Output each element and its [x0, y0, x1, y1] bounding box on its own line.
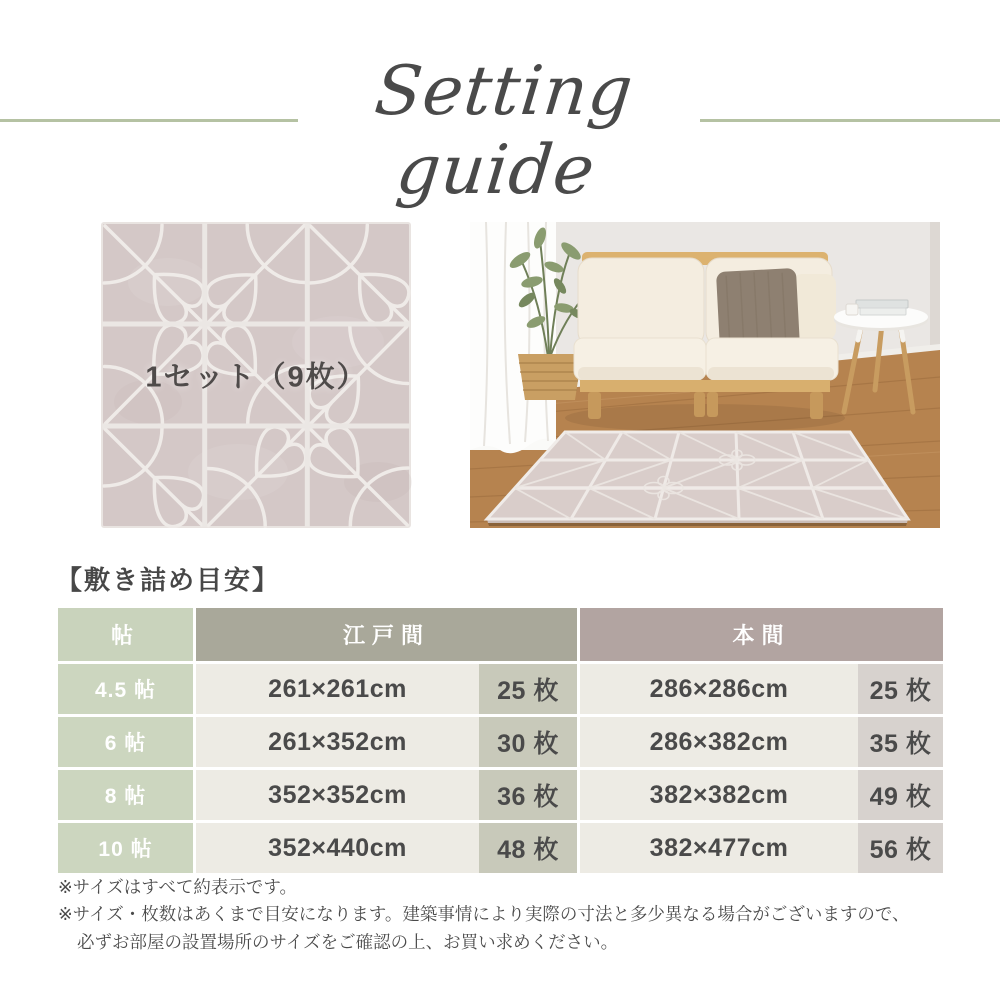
row-size-label: 10 帖: [58, 823, 193, 873]
table-body: [58, 664, 943, 873]
honma-group: [580, 664, 943, 714]
edoma-group: [196, 664, 577, 714]
size-guide-table: [58, 608, 943, 876]
table-header-row: [58, 608, 943, 661]
table-row: [58, 770, 943, 820]
honma-group: [580, 823, 943, 873]
wicker-basket: [518, 354, 582, 400]
edoma-group: [196, 717, 577, 767]
footnotes: [58, 874, 958, 956]
edoma-size-cell: 352×440cm: [196, 823, 479, 873]
room-scene-graphic: [470, 222, 940, 528]
header-honma-cell: 本間: [580, 608, 943, 661]
edoma-sheets-cell: 30 枚: [479, 717, 577, 767]
header-rule-left: [0, 119, 298, 122]
edoma-sheets-cell: 36 枚: [479, 770, 577, 820]
row-size-label: 4.5 帖: [58, 664, 193, 714]
edoma-size-cell: 261×261cm: [196, 664, 479, 714]
honma-sheets-cell: 49 枚: [858, 770, 943, 820]
table-row: [58, 823, 943, 873]
honma-size-cell: 382×382cm: [580, 770, 858, 820]
honma-sheets-cell: 25 枚: [858, 664, 943, 714]
books: [856, 300, 908, 308]
honma-sheets-cell: 56 枚: [858, 823, 943, 873]
table-title: 【敷き詰め目安】: [56, 565, 281, 595]
row-size-label: 8 帖: [58, 770, 193, 820]
header-edoma-cell: 江戸間: [196, 608, 577, 661]
edoma-sheets-cell: 48 枚: [479, 823, 577, 873]
table-row: [58, 664, 943, 714]
mat-product-image: [88, 222, 425, 528]
edoma-group: [196, 823, 577, 873]
room-scene-image: [470, 222, 940, 528]
note-line: ※サイズはすべて約表示です。: [58, 877, 298, 897]
honma-sheets-cell: 35 枚: [858, 717, 943, 767]
honma-size-cell: 286×382cm: [580, 717, 858, 767]
cup: [846, 304, 858, 315]
mat-set-count-label: 1セット（9枚）: [145, 361, 368, 394]
edoma-group: [196, 770, 577, 820]
honma-group: [580, 770, 943, 820]
row-size-label: 6 帖: [58, 717, 193, 767]
edoma-sheets-cell: 25 枚: [479, 664, 577, 714]
edoma-size-cell: 352×352cm: [196, 770, 479, 820]
header-size-cell: 帖: [58, 608, 193, 661]
header-rule-right: [700, 119, 1000, 122]
curtain: [470, 222, 556, 453]
page-title: Setting guide: [371, 52, 638, 210]
table-row: [58, 717, 943, 767]
note-line: 必ずお部屋の設置場所のサイズをご確認の上、お買い求めください。: [77, 931, 619, 952]
note-line: ※サイズ・枚数はあくまで目安になります。建築事情により実際の寸法と多少異なる場合がございますので、: [58, 904, 910, 925]
honma-size-cell: 382×477cm: [580, 823, 858, 873]
edoma-size-cell: 261×352cm: [196, 717, 479, 767]
honma-group: [580, 717, 943, 767]
honma-size-cell: 286×286cm: [580, 664, 858, 714]
